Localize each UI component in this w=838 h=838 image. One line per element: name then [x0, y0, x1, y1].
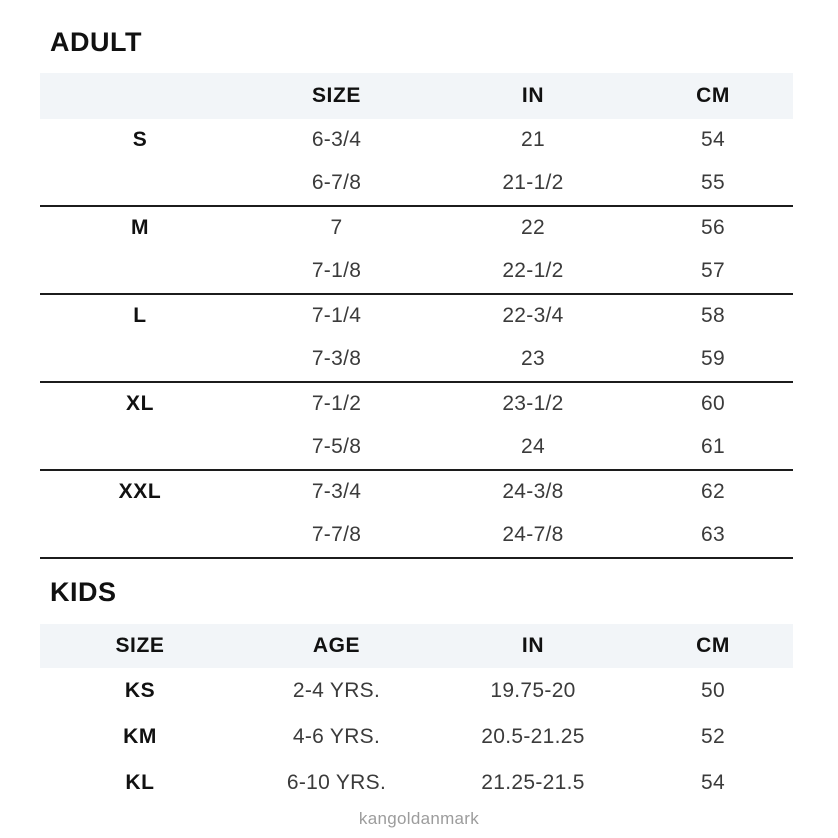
kids-header-cm: CM: [696, 634, 730, 658]
in-value-cell: 23: [521, 347, 545, 371]
table-row: [40, 383, 793, 426]
age-value-cell: 2-4 YRS.: [292, 679, 381, 703]
in-value-cell: 22-1/2: [502, 259, 564, 283]
table-row: [40, 471, 793, 514]
size-value-cell: 7-5/8: [311, 435, 362, 459]
age-value-cell: 4-6 YRS.: [292, 725, 381, 749]
adult-header-in: IN: [521, 83, 545, 107]
table-row: [40, 119, 793, 162]
adult-header-cm: CM: [696, 83, 730, 107]
in-value-cell: 22: [521, 216, 545, 240]
size-value-cell: 7-3/8: [311, 347, 362, 371]
kids-header-size: SIZE: [115, 634, 165, 658]
size-label-cell: KL: [125, 771, 155, 795]
in-value-cell: 24-3/8: [502, 480, 564, 504]
row-divider: [40, 557, 793, 559]
size-value-cell: 7-1/4: [311, 304, 362, 328]
table-row: [40, 426, 793, 469]
cm-value-cell: 56: [701, 216, 725, 240]
cm-value-cell: 59: [701, 347, 725, 371]
table-row: [40, 162, 793, 205]
size-label-cell: M: [130, 216, 150, 240]
brand-watermark: kangoldanmark: [358, 809, 480, 829]
table-row: [40, 250, 793, 293]
adult-section-title: ADULT: [50, 27, 142, 57]
cm-value-cell: 50: [701, 679, 725, 703]
cm-value-cell: 54: [701, 771, 725, 795]
kids-section-title: KIDS: [50, 576, 117, 607]
cm-value-cell: 61: [701, 435, 725, 459]
kids-table-header-row: [40, 624, 793, 668]
cm-value-cell: 63: [701, 523, 725, 547]
table-row: [40, 207, 793, 250]
table-row: [40, 295, 793, 338]
kids-size-table: [40, 624, 793, 806]
size-value-cell: 6-7/8: [311, 171, 362, 195]
in-value-cell: 21: [521, 128, 545, 152]
size-label-cell: S: [132, 128, 148, 152]
adult-header-size: SIZE: [311, 83, 362, 107]
kids-header-age: AGE: [312, 634, 361, 658]
size-value-cell: 7: [330, 216, 343, 240]
cm-value-cell: 60: [701, 392, 725, 416]
kids-header-in: IN: [521, 634, 545, 658]
size-value-cell: 7-3/4: [311, 480, 362, 504]
table-row: [40, 668, 793, 714]
size-value-cell: 7-7/8: [311, 523, 362, 547]
age-value-cell: 6-10 YRS.: [286, 771, 387, 795]
size-label-cell: KS: [124, 679, 156, 703]
size-label-cell: KM: [123, 725, 157, 749]
table-row: [40, 514, 793, 557]
table-row: [40, 714, 793, 760]
size-label-cell: L: [133, 304, 147, 328]
in-value-cell: 20.5-21.25: [481, 725, 585, 749]
cm-value-cell: 55: [701, 171, 725, 195]
adult-table-header-row: [40, 73, 793, 119]
cm-value-cell: 54: [701, 128, 725, 152]
in-value-cell: 21-1/2: [502, 171, 564, 195]
cm-value-cell: 58: [701, 304, 725, 328]
size-value-cell: 7-1/8: [311, 259, 362, 283]
in-value-cell: 23-1/2: [502, 392, 564, 416]
in-value-cell: 21.25-21.5: [481, 771, 585, 795]
size-value-cell: 6-3/4: [311, 128, 362, 152]
cm-value-cell: 52: [701, 725, 725, 749]
in-value-cell: 24: [521, 435, 545, 459]
size-label-cell: XL: [125, 392, 155, 416]
cm-value-cell: 57: [701, 259, 725, 283]
table-row: [40, 760, 793, 806]
in-value-cell: 22-3/4: [502, 304, 564, 328]
in-value-cell: 24-7/8: [502, 523, 564, 547]
size-value-cell: 7-1/2: [311, 392, 362, 416]
table-row: [40, 338, 793, 381]
in-value-cell: 19.75-20: [490, 679, 576, 703]
size-label-cell: XXL: [118, 480, 162, 504]
cm-value-cell: 62: [701, 480, 725, 504]
adult-size-table: [40, 73, 793, 559]
